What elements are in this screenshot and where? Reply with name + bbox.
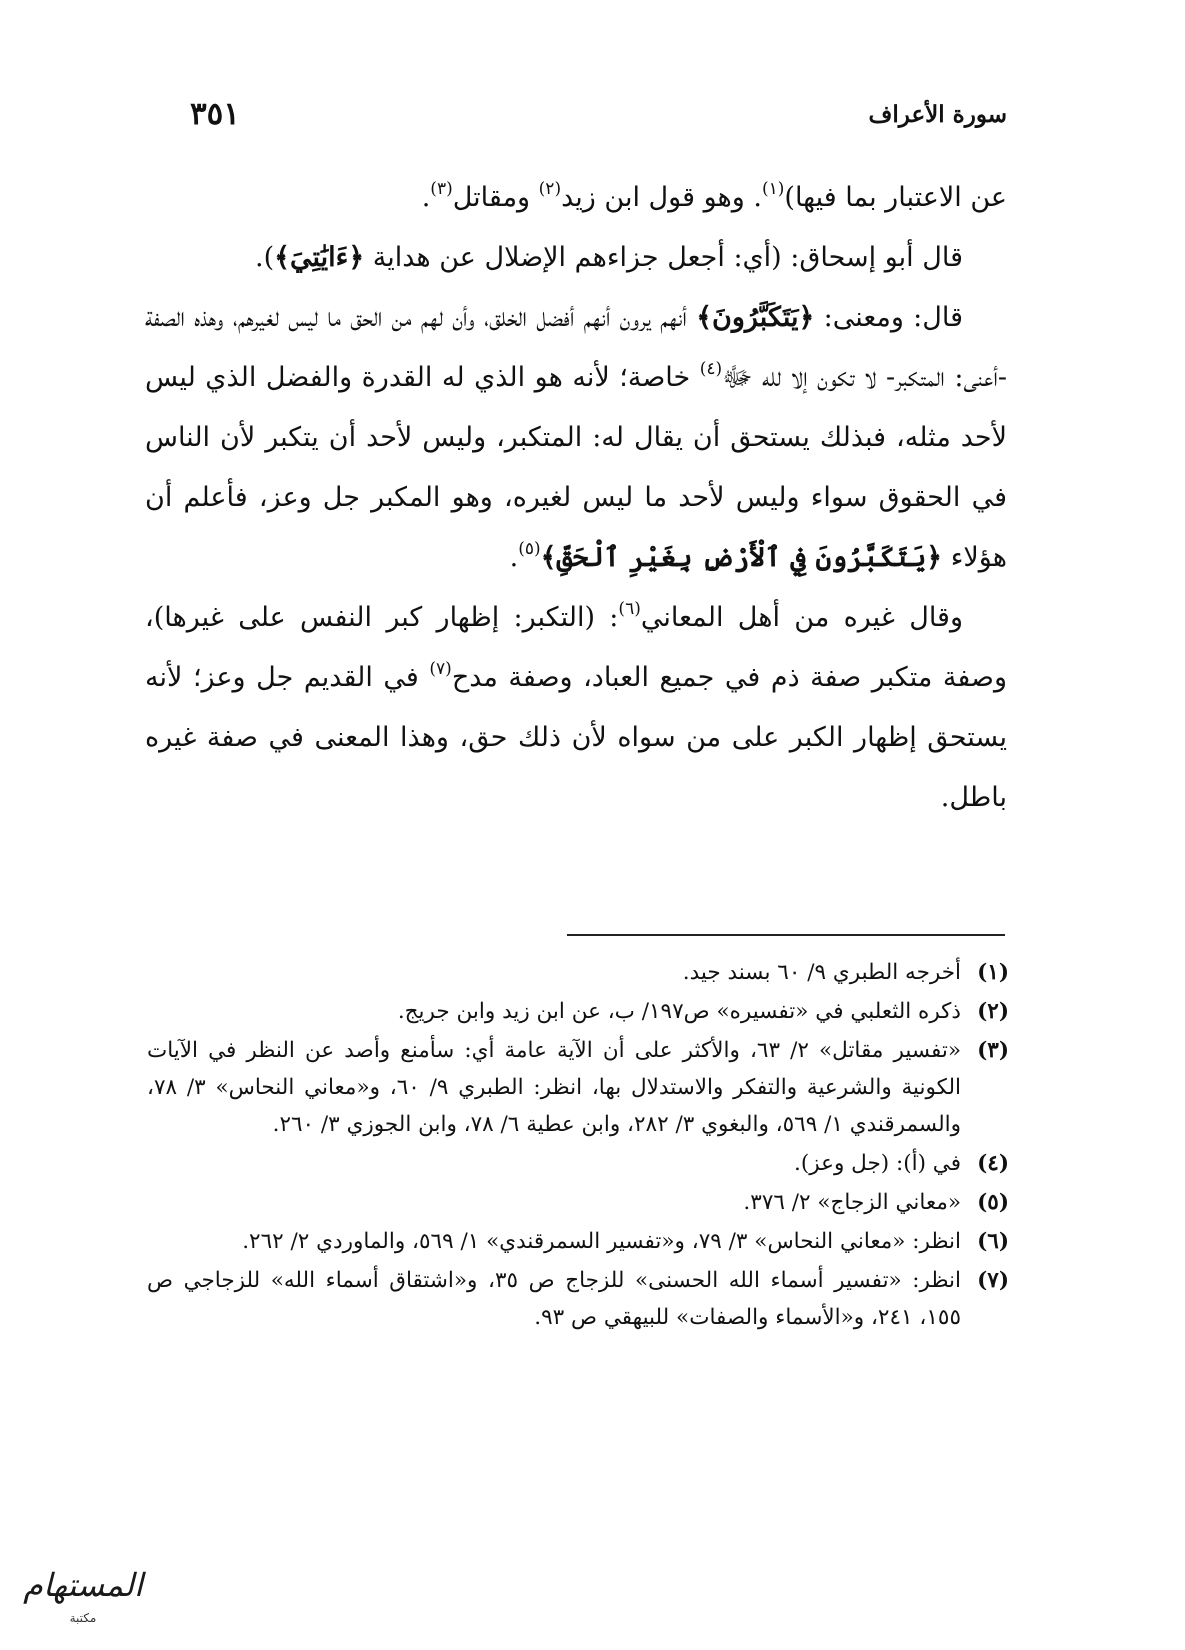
footnote-text: أخرجه الطبري ٩/ ٦٠ بسند جيد. <box>682 960 961 985</box>
footnotes <box>147 954 1009 1338</box>
footnote-ref-7: (٧) <box>429 659 452 679</box>
main-text <box>145 168 1007 828</box>
text-run: وقال غيره من أهل المعاني <box>640 602 963 633</box>
footnote-ref-3: (٣) <box>430 179 453 199</box>
footnote-item <box>147 954 1009 991</box>
footnote-divider <box>567 934 1005 936</box>
footnote-ref-5: (٥) <box>518 539 541 559</box>
paragraph-1 <box>145 168 1007 228</box>
text-run: قال: ومعنى: <box>814 302 963 333</box>
footnote-text: انظر: «تفسير أسماء الله الحسنى» للزجاج ص ٣٥، و«اشتقاق أسماء الله» للزجاجي ص ١٥٥، ٢٤١، و«الأسماء والصفات» للبيهقي ص ٩٣. <box>147 1268 961 1330</box>
paragraph-2 <box>145 228 1007 288</box>
text-run: أنهم يرون أنهم أفضل الخلق، وأن لهم من الحق ما ليس لغيرهم، وهذه الصفة -أعنى: المتكبر- لا تكون إلا لله ﷻ <box>145 302 1007 393</box>
quran-verse: ﴿ءَايَٰتِيَ﴾ <box>274 242 365 273</box>
watermark-main: المستهام <box>23 1566 143 1604</box>
text-run: قال أبو إسحاق: (أي: أجعل جزاءهم الإضلال عن هداية <box>364 242 963 273</box>
watermark-sub: مكتبة <box>69 1611 97 1625</box>
footnote-item <box>147 1223 1009 1260</box>
footnote-number: (٥) <box>977 1190 1009 1215</box>
footnote-item <box>147 1032 1009 1143</box>
footnote-ref-2: (٢) <box>538 179 562 199</box>
watermark-logo <box>8 1552 158 1632</box>
footnote-item <box>147 993 1009 1030</box>
quran-verse: ﴿يَتَكَبَّرُونَ فِي ٱلْأَرْضِ بِغَيْرِ ٱلْحَقِّ﴾ <box>540 542 943 573</box>
footnote-item <box>147 1262 1009 1336</box>
text-run: في القديم جل وعز؛ لأنه يستحق إظهار الكبر على من سواه لأن ذلك حق، وهذا المعنى في صفة غيره باطل. <box>145 662 1007 813</box>
text-run: . <box>509 542 519 573</box>
page-number: ٣٥١ <box>190 96 240 132</box>
quran-verse: ﴿يَتَكَبَّرُونَ﴾ <box>696 302 815 333</box>
footnote-number: (٢) <box>977 999 1009 1024</box>
footnote-number: (٤) <box>977 1151 1009 1176</box>
footnote-text: «تفسير مقاتل» ٢/ ٦٣، والأكثر على أن الآية عامة أي: سأمنع وأصد عن النظر في الآيات الكونية والشرعية والتفكر والاستدلال بها، انظر: الطبري ٩/ ٦٠، و«معاني النحاس» ٣/ ٧٨، والسمرقندي ١/ ٥٦٩، والبغوي ٣/ ٢٨٢، وابن عطية ٦/ ٧٨، وابن الجوزي ٣/ ٢٦٠. <box>147 1038 962 1137</box>
footnote-text: في (أ): (جل وعز). <box>794 1151 961 1176</box>
text-run: : (التكبر: إظهار كبر النفس على غيرها)، وصفة متكبر صفة ذم في جميع العباد، وصفة مدح <box>145 602 1007 693</box>
footnote-ref-4: (٤) <box>699 359 723 379</box>
text-run: . <box>421 182 431 213</box>
text-run: عن الاعتبار بما فيها) <box>784 182 1007 213</box>
footnote-text: انظر: «معاني النحاس» ٣/ ٧٩، و«تفسير السمرقندي» ١/ ٥٦٩، والماوردي ٢/ ٢٦٢. <box>242 1229 961 1254</box>
footnote-ref-6: (٦) <box>618 599 641 619</box>
footnote-text: ذكره الثعلبي في «تفسيره» ص١٩٧/ ب، عن ابن زيد وابن جريج. <box>397 999 961 1024</box>
footnote-number: (٦) <box>977 1229 1009 1254</box>
footnote-item <box>147 1184 1009 1221</box>
text-run: ). <box>255 242 275 273</box>
surah-title: سورة الأعراف <box>868 100 1007 128</box>
paragraph-4 <box>145 588 1007 828</box>
footnote-text: «معاني الزجاج» ٢/ ٣٧٦. <box>743 1190 961 1215</box>
text-run: ومقاتل <box>452 182 539 213</box>
footnote-number: (١) <box>977 960 1009 985</box>
footnote-ref-1: (١) <box>761 179 785 199</box>
footnote-number: (٧) <box>977 1268 1009 1293</box>
text-run: . وهو قول ابن زيد <box>561 182 762 213</box>
footnote-item <box>147 1145 1009 1182</box>
paragraph-3 <box>145 288 1007 588</box>
text-run: خاصة؛ لأنه هو الذي له القدرة والفضل الذي ليس لأحد مثله، فبذلك يستحق أن يقال له: المتكبر، وليس لأحد أن يتكبر لأن الناس في الحقوق سواء وليس لأحد ما ليس لغيره، وهو المكبر جل وعز، فأعلم أن هؤلاء <box>145 362 1007 573</box>
page-header <box>190 92 1007 136</box>
footnote-number: (٣) <box>977 1038 1009 1063</box>
